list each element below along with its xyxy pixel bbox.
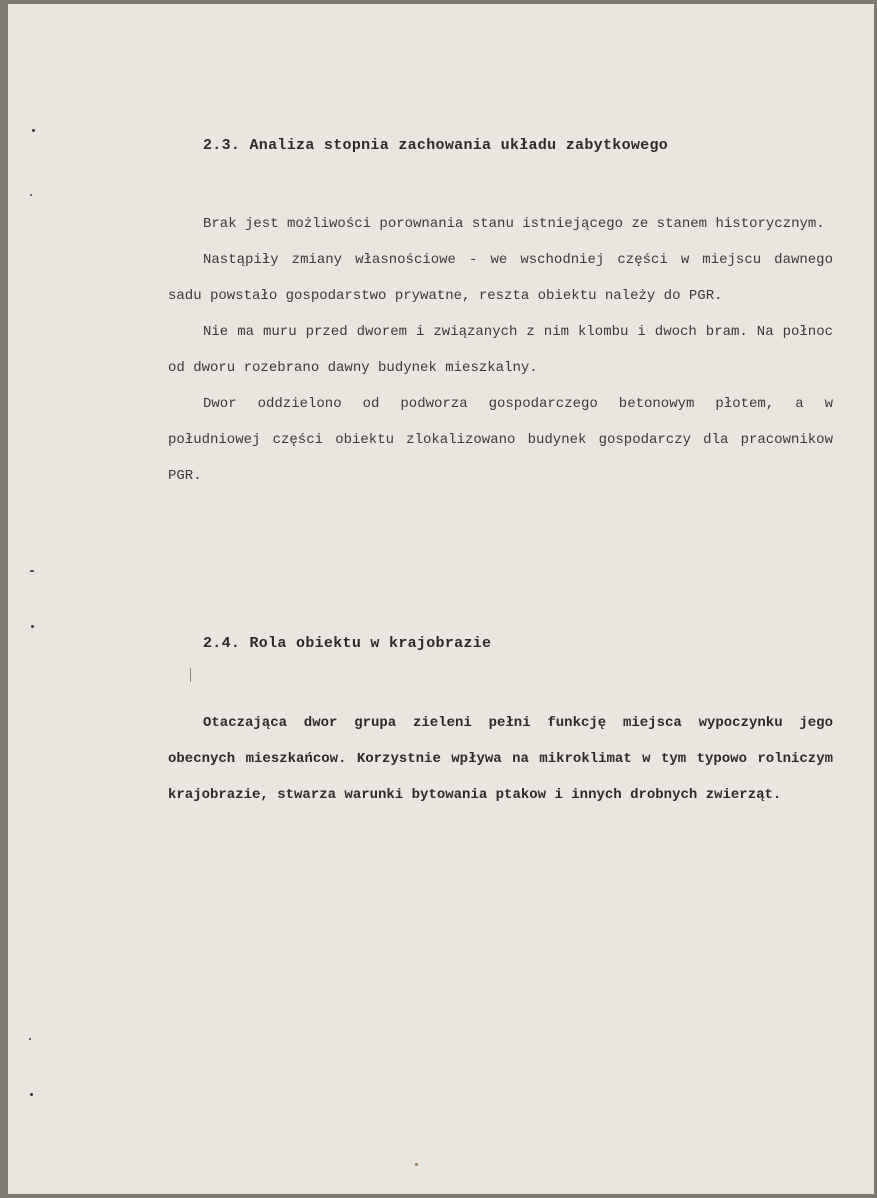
section-2-4-paragraph-1: Otaczająca dwor grupa zieleni pełni funkcję miejsca wypoczynku jego obecnych mieszkańcow. Korzystnie wpływa na mikroklimat w tym typowo rolniczym krajobrazie, stwarza warunki bytowania ptakow i innych drobnych zwierząt.: [168, 715, 833, 803]
scan-speck: [30, 1093, 33, 1096]
section-2-3-paragraph-3: Nie ma muru przed dworem i związanych z nim klombu i dwoch bram. Na połnoc od dworu rozebrano dawny budynek mieszkalny.: [168, 324, 833, 376]
scan-speck: [30, 570, 34, 572]
scan-speck: [31, 625, 34, 628]
section-2-3: [168, 137, 833, 494]
section-2-3-paragraph-4: Dwor oddzielono od podworza gospodarczego betonowym płotem, a w południowej części obiektu zlokalizowano budynek gospodarczy dla pracownikow PGR.: [168, 396, 833, 484]
scan-speck: [30, 194, 32, 196]
scan-speck: [415, 1163, 418, 1166]
section-2-3-paragraph-1: Brak jest możliwości porownania stanu istniejącego ze stanem historycznym.: [203, 216, 825, 232]
section-2-3-heading: 2.3. Analiza stopnia zachowania układu zabytkowego: [203, 137, 669, 154]
scan-speck: [32, 129, 35, 132]
section-2-4-heading: 2.4. Rola obiektu w krajobrazie: [203, 635, 492, 652]
document-page: [8, 4, 874, 1194]
section-2-3-paragraph-2: Nastąpiły zmiany własnościowe - we wschodniej części w miejscu dawnego sadu powstało gospodarstwo prywatne, reszta obiektu należy do PGR.: [168, 252, 833, 304]
section-2-4: [168, 635, 833, 813]
scan-speck: [29, 1038, 31, 1040]
